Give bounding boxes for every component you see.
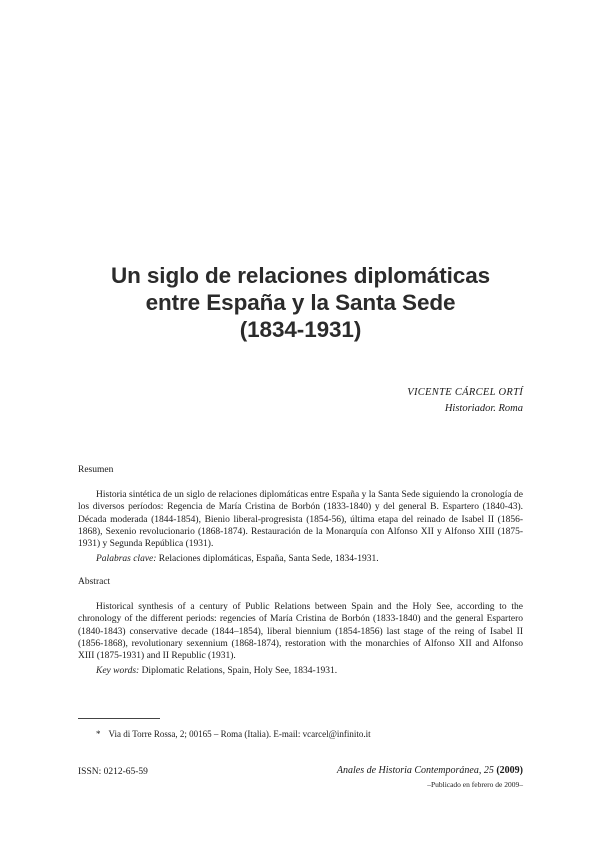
resumen-text: Historia sintética de un siglo de relaciones diplomáticas entre España y la Santa Sede siguiendo la cronología de los diversos períodos: Regencia de María Cristina de Borbón (1833-1840) y del general B. Espartero (1840-43). Década moderada (1844-1854), Bienio liberal-progresista (1854-56), última etapa del reinado de Isabel II (1856-1868), Sexenio revolucionario (1868-1874). Restauración de la Monarquía con Alfonso XII y Alfonso XIII (1875-1931) y Segunda República (1931). [78,490,523,550]
publication-date: –Publicado en febrero de 2009– [427,780,523,789]
abstract-text: Historical synthesis of a century of Public Relations between Spain and the Holy See, according to the chronology of the different periods: regencies of María Cristina de Borbón (1833-1840) and the general Espartero (1840-1843) conservative decade (1844–1854), liberal biennium (1854-1856) last stage of the reing of Isabel II (1856-1868), revolutionary sexennium (1868-1874), restoration with the monarchies of Alfonso XII and Alfonso XIII (1875-1931) and II Republic (1931). [78,602,523,662]
title-line: entre España y la Santa Sede [145,290,456,315]
journal-name: Anales de Historia Contemporánea, 25 [336,765,494,776]
keywords-label: Palabras clave: [96,554,157,564]
resumen-heading: Resumen [78,465,114,475]
journal-year: (2009) [496,765,523,776]
footnote-mark: * [96,729,101,739]
author-affiliation: Historiador. Roma [444,403,523,414]
issn: ISSN: 0212-65-59 [78,767,148,777]
author-name: VICENTE CÁRCEL ORTÍ [407,387,523,398]
keywords-text: Relaciones diplomáticas, España, Santa Sede, 1834-1931. [158,554,379,564]
journal-citation [337,765,523,777]
resumen-keywords [96,553,526,565]
title-line: Un siglo de relaciones diplomáticas [110,263,491,288]
article-title [60,262,541,343]
abstract-heading: Abstract [78,577,111,587]
footnote-divider [78,718,160,719]
title-line: (1834-1931) [239,317,362,342]
keywords-label: Key words: [96,666,140,676]
abstract-keywords [96,665,526,677]
author-block [407,385,523,417]
keywords-text: Diplomatic Relations, Spain, Holy See, 1834-1931. [141,666,338,676]
author-footnote [96,728,526,740]
footnote-text: Via di Torre Rossa, 2; 00165 – Roma (Italia). E-mail: vcarcel@infinito.it [108,729,371,739]
